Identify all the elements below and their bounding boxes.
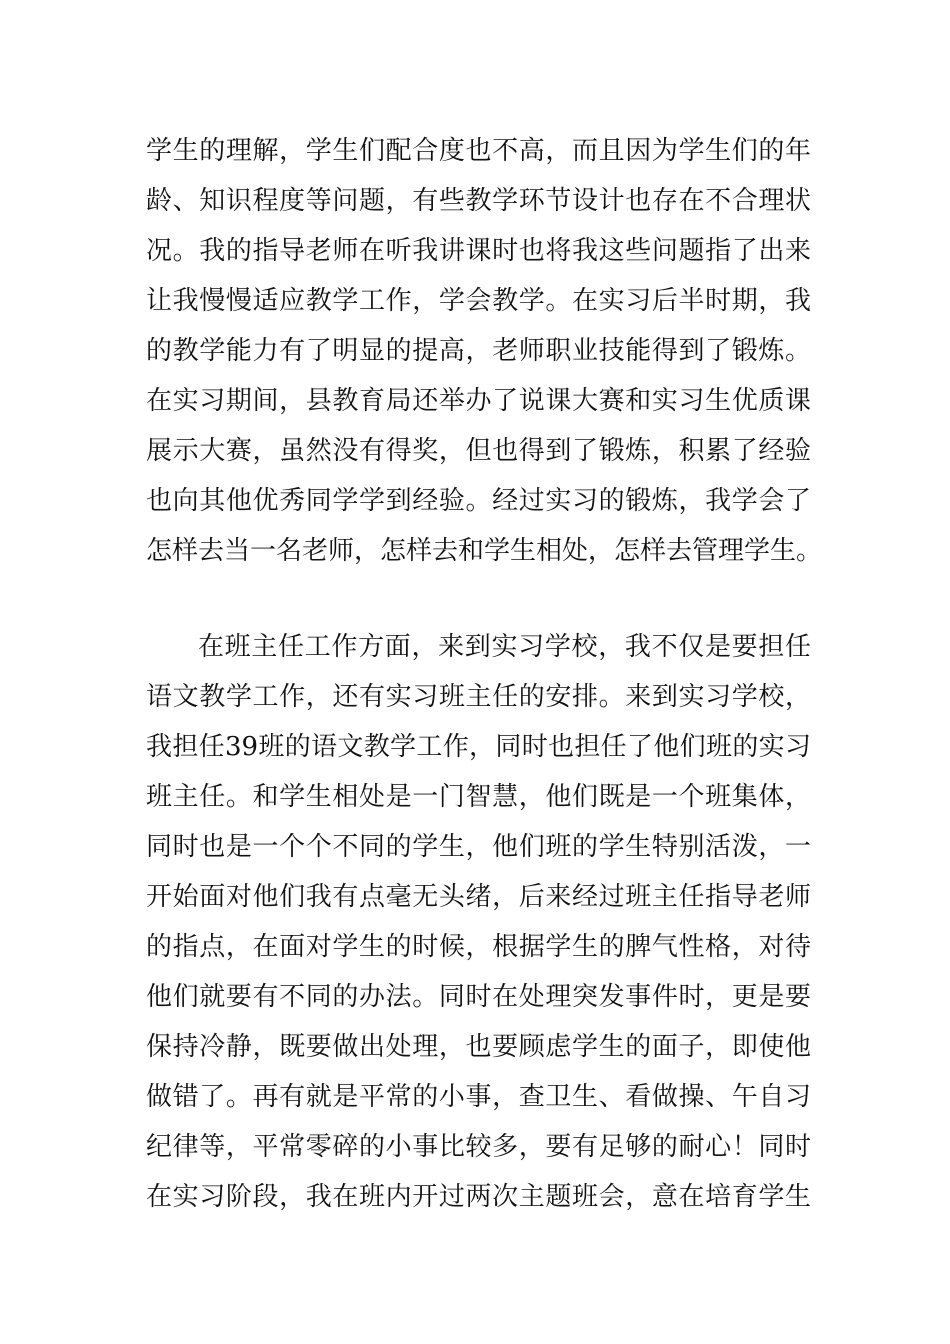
paragraph-line: 在实习期间，县教育局还举办了说课大赛和实习生优质课 — [146, 386, 811, 416]
paragraph-line: 做错了。再有就是平常的小事，查卫生、看做操、午自习 — [146, 1082, 811, 1112]
paragraph-line: 也向其他优秀同学学到经验。经过实习的锻炼，我学会了 — [146, 486, 811, 516]
paragraph-line: 保持冷静，既要做出处理，也要顾虑学生的面子，即使他 — [146, 1032, 811, 1062]
paragraph-line: 语文教学工作，还有实习班主任的安排。来到实习学校， — [146, 682, 811, 712]
paragraph-line: 的教学能力有了明显的提高，老师职业技能得到了锻炼。 — [146, 336, 811, 366]
paragraph-line: 让我慢慢适应教学工作，学会教学。在实习后半时期，我 — [146, 286, 811, 316]
paragraph-line: 同时也是一个个不同的学生，他们班的学生特别活泼，一 — [146, 832, 811, 862]
paragraph-line: 纪律等，平常零碎的小事比较多，要有足够的耐心！同时 — [146, 1132, 811, 1162]
paragraph-line: 他们就要有不同的办法。同时在处理突发事件时，更是要 — [146, 982, 811, 1012]
paragraph-first-line: 在班主任工作方面，来到实习学校，我不仅是要担任 — [198, 632, 811, 662]
paragraph-line: 开始面对他们我有点毫无头绪，后来经过班主任指导老师 — [146, 882, 811, 912]
paragraph-line: 龄、知识程度等问题，有些教学环节设计也存在不合理状 — [146, 186, 811, 216]
paragraph-line: 班主任。和学生相处是一门智慧，他们既是一个班集体， — [146, 782, 811, 812]
paragraph-line: 学生的理解，学生们配合度也不高，而且因为学生们的年 — [146, 136, 811, 166]
paragraph-line: 的指点，在面对学生的时候，根据学生的脾气性格，对待 — [146, 932, 811, 962]
paragraph-2 — [146, 622, 811, 1222]
paragraph-line: 展示大赛，虽然没有得奖，但也得到了锻炼，积累了经验 — [146, 436, 811, 466]
paragraph-1 — [146, 126, 823, 576]
paragraph-line: 我担任39班的语文教学工作，同时也担任了他们班的实习 — [146, 732, 811, 762]
paragraph-line: 怎样去当一名老师，怎样去和学生相处，怎样去管理学生。 — [146, 536, 823, 566]
paragraph-line: 况。我的指导老师在听我讲课时也将我这些问题指了出来 — [146, 236, 811, 266]
paragraph-line: 在实习阶段，我在班内开过两次主题班会，意在培育学生 — [146, 1182, 811, 1212]
